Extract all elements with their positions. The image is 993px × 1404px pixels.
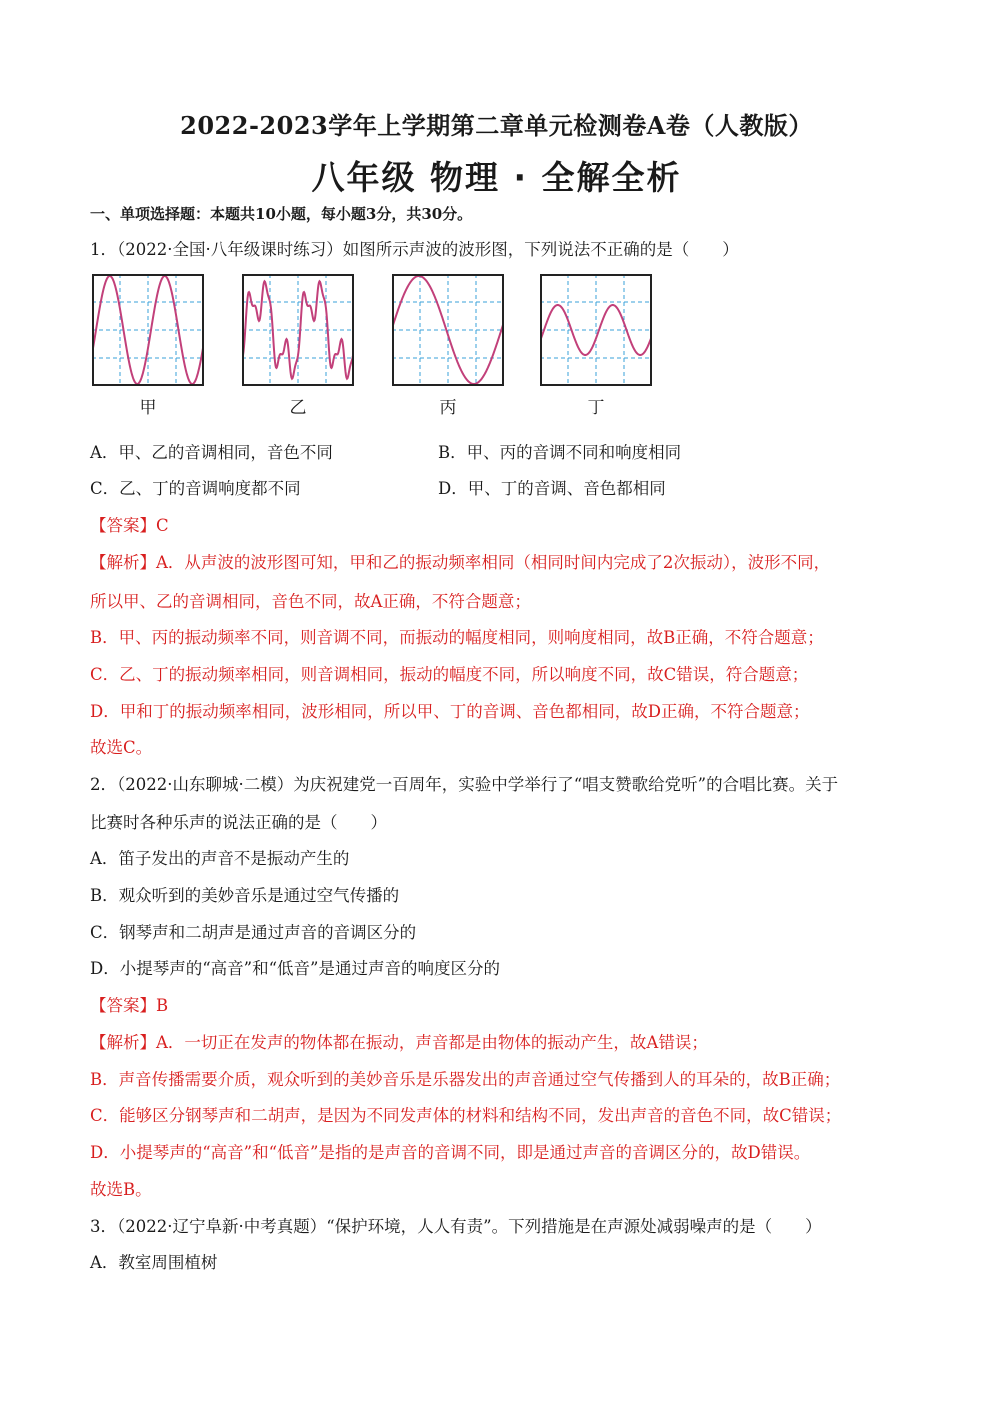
waveform-bing xyxy=(392,274,504,386)
q1-option-c: C．乙、丁的音调响度都不同 xyxy=(90,479,301,498)
q3-stem: 3．（2022·辽宁阜新·中考真题）“保护环境，人人有责”。下列措施是在声源处减弱噪声的是（ ） xyxy=(90,1217,822,1236)
q1-analysis-line: 所以甲、乙的音调相同，音色不同，故A正确，不符合题意； xyxy=(90,592,531,611)
q1-option-a: A．甲、乙的音调相同，音色不同 xyxy=(90,443,333,462)
q1-analysis-line: C．乙、丁的振动频率相同，则音调相同，振动的幅度不同，所以响度不同，故C错误，符合题意； xyxy=(90,665,809,684)
q1-answer: 【答案】C xyxy=(90,516,169,535)
q1-analysis-line: D．甲和丁的振动频率相同，波形相同，所以甲、丁的音调、音色都相同，故D正确，不符合题意； xyxy=(90,702,810,721)
wave-label-bing: 丙 xyxy=(439,398,457,418)
waveform-yi xyxy=(242,274,354,386)
waveform-jia xyxy=(92,274,204,386)
q2-analysis-line: 【解析】A．一切正在发声的物体都在振动，声音都是由物体的振动产生，故A错误； xyxy=(90,1033,708,1052)
q2-stem-line1: 2．（2022·山东聊城·二模）为庆祝建党一百周年，实验中学举行了“唱支赞歌给党听”的合唱比赛。关于 xyxy=(90,775,839,794)
document-title: 2022-2023学年上学期第二章单元检测卷A卷（人教版） xyxy=(180,111,813,140)
q2-stem-line2: 比赛时各种乐声的说法正确的是（ ） xyxy=(90,813,387,832)
q2-option-c: C．钢琴声和二胡声是通过声音的音调区分的 xyxy=(90,923,417,942)
q2-analysis-line: D．小提琴声的“高音”和“低音”是指的是声音的音调不同，即是通过声音的音调区分的，故D错误。 xyxy=(90,1143,811,1162)
document-subtitle: 八年级 物理 · 全解全析 xyxy=(311,158,682,197)
q1-analysis-line: 故选C。 xyxy=(90,738,153,757)
q1-option-b: B．甲、丙的音调不同和响度相同 xyxy=(438,443,682,462)
q2-option-d: D．小提琴声的“高音”和“低音”是通过声音的响度区分的 xyxy=(90,959,500,978)
wave-label-ding: 丁 xyxy=(587,398,605,418)
q1-option-d: D．甲、丁的音调、音色都相同 xyxy=(438,479,666,498)
q1-analysis-line: B．甲、丙的振动频率不同，则音调不同，而振动的幅度相同，则响度相同，故B正确，不符合题意； xyxy=(90,628,824,647)
q2-analysis-line: 故选B。 xyxy=(90,1180,152,1199)
q3-option-a: A．教室周围植树 xyxy=(90,1253,218,1272)
wave-label-yi: 乙 xyxy=(289,398,307,418)
q2-answer: 【答案】B xyxy=(90,996,169,1015)
q2-option-b: B．观众听到的美妙音乐是通过空气传播的 xyxy=(90,886,400,905)
q2-option-a: A．笛子发出的声音不是振动产生的 xyxy=(90,849,350,868)
q1-stem: 1．（2022·全国·八年级课时练习）如图所示声波的波形图，下列说法不正确的是（ ） xyxy=(90,240,739,259)
q2-analysis-line: B．声音传播需要介质，观众听到的美妙音乐是乐器发出的声音通过空气传播到人的耳朵的，故B正确； xyxy=(90,1070,841,1089)
wave-label-jia: 甲 xyxy=(139,398,157,418)
q2-analysis-line: C．能够区分钢琴声和二胡声，是因为不同发声体的材料和结构不同，发出声音的音色不同，故C错误； xyxy=(90,1106,842,1125)
section-heading: 一、单项选择题：本题共10小题，每小题3分，共30分。 xyxy=(90,205,473,223)
q1-analysis-line: 【解析】A．从声波的波形图可知，甲和乙的振动频率相同（相同时间内完成了2次振动），波形不同， xyxy=(90,553,831,572)
waveform-ding xyxy=(540,274,652,386)
